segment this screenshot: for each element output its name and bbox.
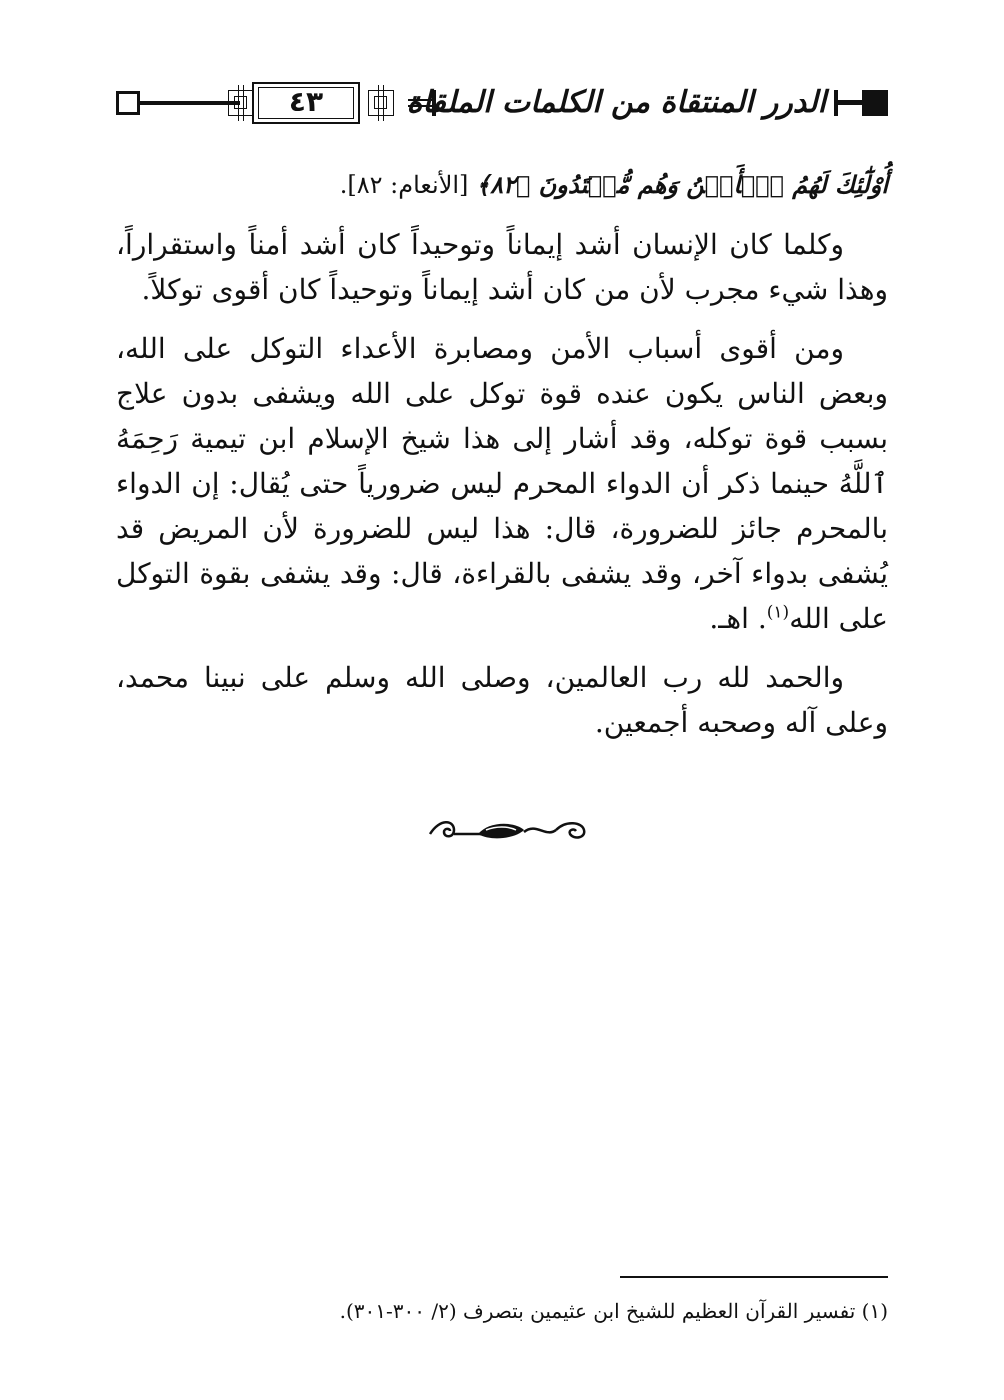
floral-divider-icon (420, 808, 596, 854)
quran-verse (116, 160, 888, 210)
paragraph-1: وكلما كان الإنسان أشد إيماناً وتوحيداً كان أشد أمناً واستقراراً، وهذا شيء مجرب لأن من كان أشد إيماناً وتوحيداً كان أقوى توكلاً. (116, 228, 888, 306)
paragraph-3: والحمد لله رب العالمين، وصلى الله وسلم على نبينا محمد، وعلى آله وصحبه أجمعين. (116, 661, 888, 739)
verse-text: أُوْلَٰٓئِكَ لَهُمُ ٱلۡأَمۡنُ وَهُم مُّهۡتَدُونَ ﴿٨٢﴾ (476, 170, 888, 199)
footnote: (١) تفسير القرآن العظيم للشيخ ابن عثيمين بتصرف (٢/ ٣٠٠-٣٠١). (339, 1299, 888, 1323)
running-header (116, 78, 888, 128)
paragraph-2-text: ومن أقوى أسباب الأمن ومصابرة الأعداء التوكل على الله، وبعض الناس يكون عنده قوة توكل على الله ويشفى بدون علاج بسبب قوة توكله، وقد أشار إلى هذا شيخ الإسلام ابن تيمية رَحِمَهُ ٱللَّهُ حينما ذكر أن الدواء المحرم ليس ضرورياً حتى يُقال: إن الدواء بالمحرم جائز للضرورة، قال: هذا ليس للضرورة لأن المريض قد يُشفى بدواء آخر، وقد يشفى بالقراءة، قال: وقد يشفى بقوة التوكل على الله (116, 332, 888, 635)
page-number: ٤٣ (288, 85, 324, 118)
knot-ornament-icon (368, 90, 394, 116)
page-number-frame (214, 78, 408, 128)
verse-reference: [الأنعام: ٨٢]. (339, 171, 469, 199)
header-rule-right (838, 100, 862, 105)
square-outline-icon (116, 91, 140, 115)
knot-ornament-icon (228, 90, 254, 116)
paragraph-2-tail: . اهـ. (709, 602, 767, 635)
paragraph-2 (116, 326, 888, 641)
square-filled-icon (862, 90, 888, 116)
footnote-marker[interactable]: (١) (766, 602, 790, 623)
footnote-separator (620, 1276, 888, 1278)
main-text (116, 160, 888, 759)
book-title: الدرر المنتقاة من الكلمات الملقاة (406, 85, 826, 120)
